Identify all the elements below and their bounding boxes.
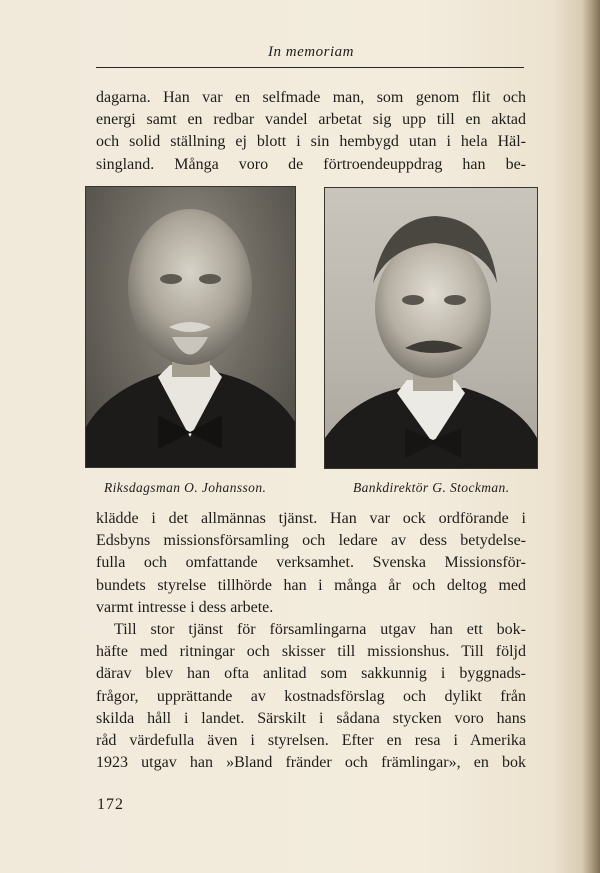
header-rule: [96, 67, 524, 68]
text-line: och solid ställning ej blott i sin hembygd utan i hela Häl-: [96, 133, 526, 151]
text-line: singland. Många voro de förtroendeuppdrag han be-: [96, 155, 526, 173]
top-paragraph: [96, 87, 526, 176]
bottom-text: [96, 508, 526, 774]
page-number: 172: [97, 796, 124, 813]
text-line: Till stor tjänst för församlingarna utgav han ett bok-: [114, 621, 526, 639]
text-line: Edsbyns missionsförsamling och ledare av dess betydelse-: [96, 532, 526, 550]
photo-caption-right: Bankdirektör G. Stockman.: [353, 480, 510, 495]
text-line: fulla och omfattande verksamhet. Svenska Missionsför-: [96, 554, 526, 572]
running-head: In memoriam: [268, 44, 354, 60]
text-line: frågor, upprättande av kostnadsförslag och dylikt från: [96, 687, 526, 705]
portrait-photo-johansson: [85, 186, 296, 468]
book-spine-shadow: [582, 0, 600, 873]
text-line: bundets styrelse tillhörde han i många år och deltog med: [96, 576, 526, 594]
text-line: dagarna. Han var en selfmade man, som genom flit och: [96, 89, 526, 106]
portrait-johansson-illustration: [86, 187, 295, 467]
portrait-photo-stockman: [324, 187, 538, 469]
portrait-stockman-illustration: [325, 188, 537, 468]
text-line: skilda håll i landet. Särskilt i sådana stycken voro hans: [96, 709, 526, 727]
text-line: 1923 utgav han »Bland fränder och främlingar», en bok: [96, 754, 526, 772]
text-line: därav blev han ofta anlitad som sakkunnig i byggnads-: [96, 665, 526, 683]
text-line: klädde i det allmännas tjänst. Han var ock ordförande i: [96, 510, 526, 527]
text-line: häfte med ritningar och skisser till missionshus. Till följd: [96, 643, 526, 661]
text-line: råd värdefulla även i styrelsen. Efter en resa i Amerika: [96, 732, 526, 750]
text-line: varmt intresse i dess arbete.: [96, 598, 274, 616]
photo-caption-left: Riksdagsman O. Johansson.: [104, 480, 267, 495]
text-line: energi samt en redbar vandel arbetat sig upp till en aktad: [96, 111, 526, 129]
